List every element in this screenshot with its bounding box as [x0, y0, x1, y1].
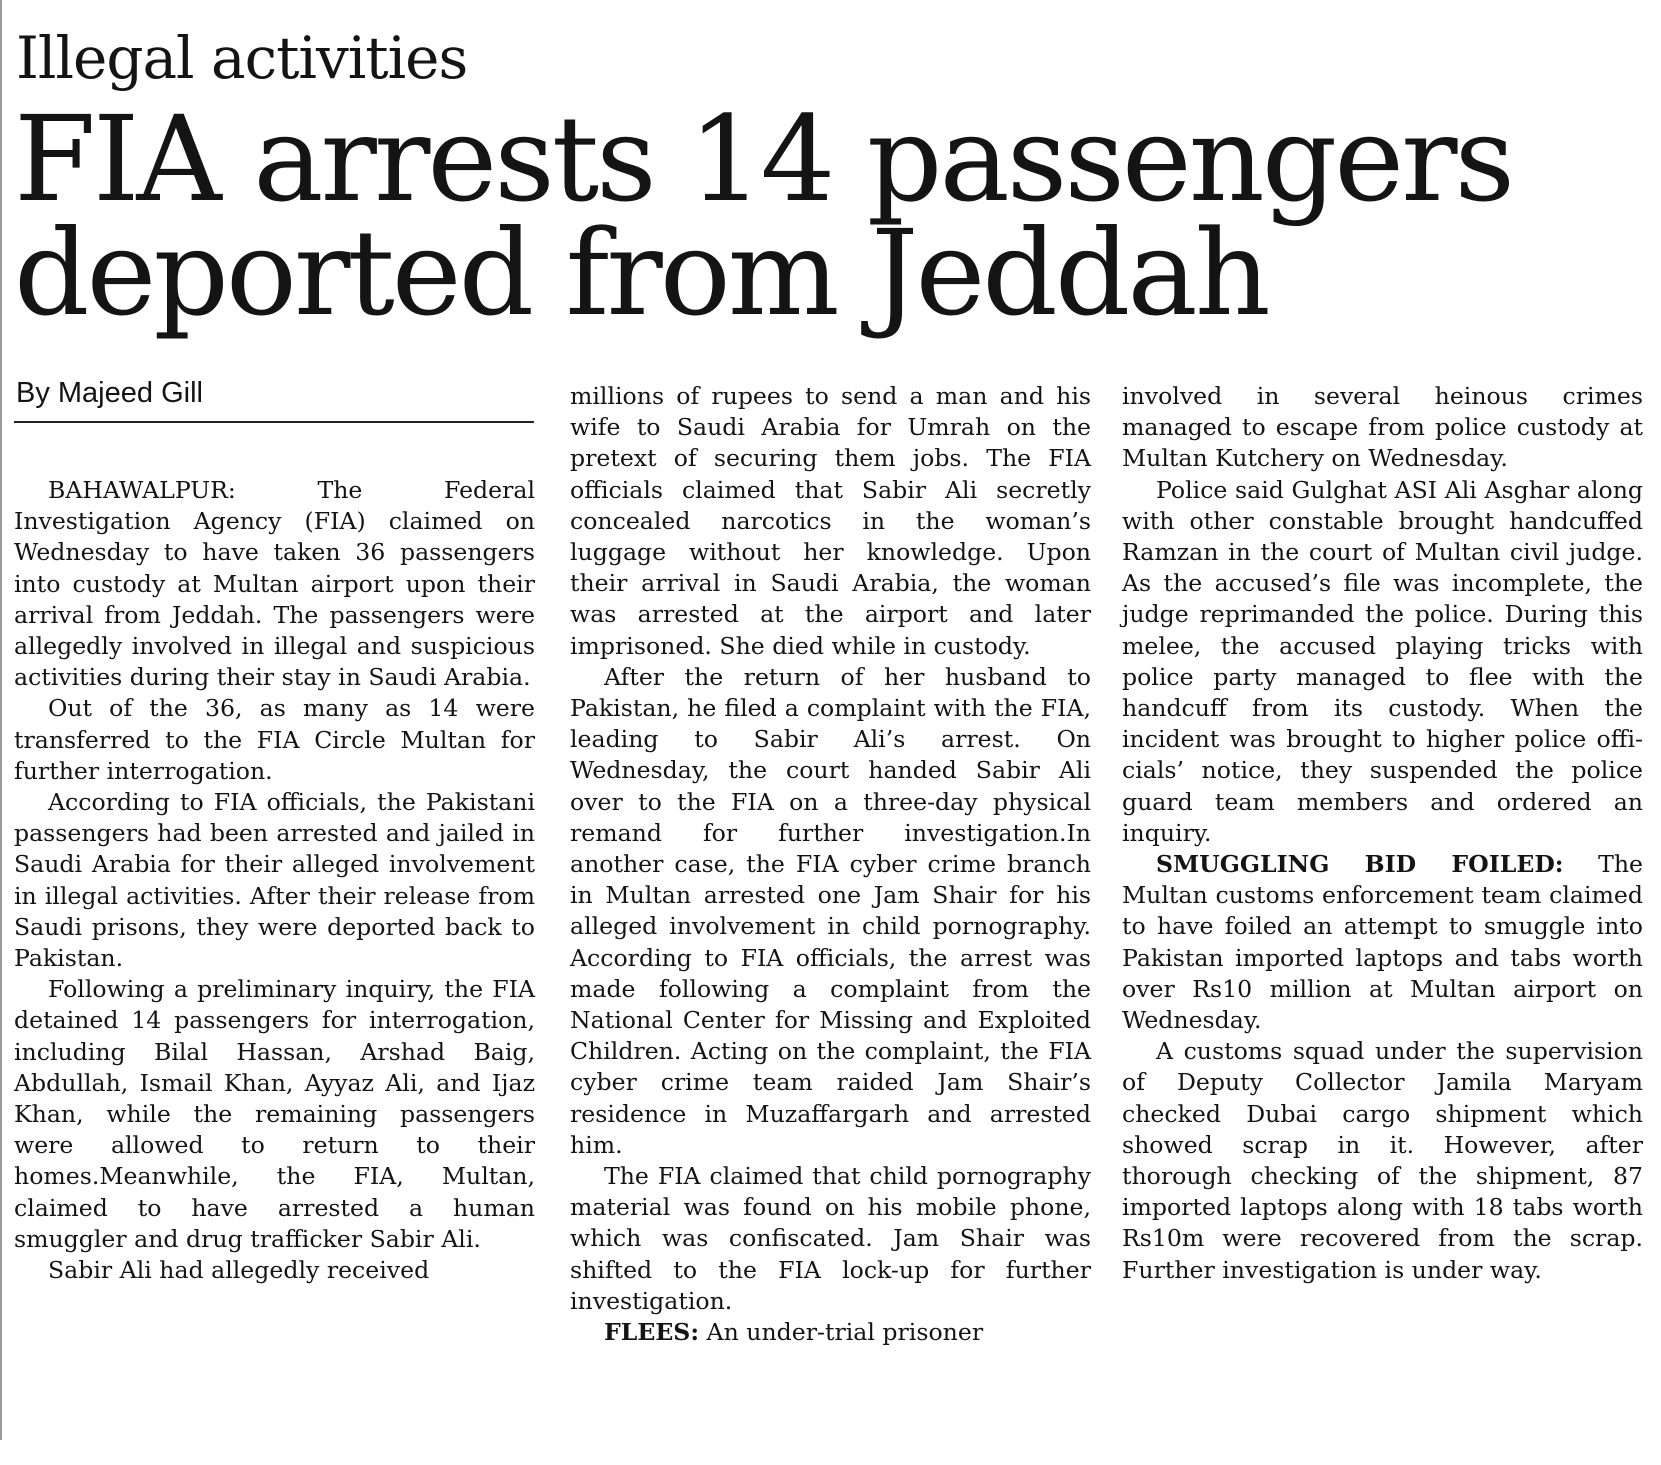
byline-divider [14, 421, 534, 423]
byline: By Majeed Gill [16, 377, 203, 409]
paragraph: Out of the 36, as many as 14 were transferred to the FIA Circle Multan for further interrogation. [14, 694, 535, 785]
paragraph-text: An under-trial prisoner [699, 1318, 984, 1347]
page-left-rule [0, 0, 2, 1440]
paragraph-flees [570, 1317, 1091, 1348]
subhead-smuggling-bid-foiled: SMUGGLING BID FOILED: [1156, 850, 1564, 879]
paragraph: involved in several heinous crimes managed to escape from police custody at Multan Kutchery on Wednesday. [1122, 382, 1643, 473]
headline-line-2: deported from Jeddah [14, 204, 1268, 342]
paragraph: Sabir Ali had allegedly received [48, 1256, 430, 1285]
paragraph: The FIA claimed that child pornography material was found on his mobile phone, which was confiscated. Jam Shair was shifted to the FIA lock-up for further investigation. [570, 1162, 1091, 1315]
headline-line-1: FIA arrests 14 passengers [14, 90, 1513, 228]
paragraph: After the return of her husband to Pakistan, he filed a complaint with the FIA, leading to Sabir Ali’s arrest. On Wednesday, the court handed Sabir Ali over to the FIA on a three-day physical remand for further investigation.In another case, the FIA cyber crime branch in Multan arrested one Jam Shair for his alleged involvement in child pornography. According to FIA officials, the arrest was made following a complaint from the National Center for Missing and Exploited Children. Acting on the complaint, the FIA cyber crime team raided Jam Shair’s residence in Muzaffargarh and arrested him. [570, 662, 1091, 1159]
paragraph: Following a preliminary inquiry, the FIA detained 14 passengers for interrogation, including Bilal Hassan, Arshad Baig, Abdullah, Ismail Khan, Ayyaz Ali, and Ijaz Khan, while the remaining passengers were allowed to return to their homes.Meanwhile, the FIA, Multan, claimed to have arrested a human smuggler and drug trafficker Sabir Ali. [14, 975, 535, 1253]
article-column-3 [1122, 381, 1643, 1445]
subhead-flees: FLEES: [604, 1318, 700, 1347]
article-column-2 [570, 381, 1091, 1445]
paragraph-text: The Multan customs enforcement team claimed to have foiled an attempt to smuggle into Pakistan imported laptops and tabs worth over Rs10 million at Multan airport on Wednesday. [1122, 850, 1643, 1035]
headline [14, 90, 1634, 342]
paragraph: Police said Gulghat ASI Ali Asghar along with other constable brought handcuffed Ramzan in the court of Multan civil judge. As the accused’s file was incomplete, the judge reprimanded the police. During this melee, the accused playing tricks with police party managed to flee with the handcuff from its custody. When the incident was brought to higher police officials’ notice, they suspended the police guard team members and ordered an inquiry. [1122, 475, 1643, 847]
paragraph: According to FIA officials, the Pakistani passengers had been arrested and jailed in Saudi Arabia for their alleged involvement in illegal activities. After their release from Saudi prisons, they were deported back to Pakistan. [14, 788, 535, 973]
paragraph: BAHAWALPUR: The Federal Investigation Agency (FIA) claimed on Wednesday to have taken 36 passengers into custody at Multan airport upon their arrival from Jeddah. The passengers were allegedly involved in illegal and suspicious activities during their stay in Saudi Arabia. [14, 476, 535, 692]
paragraph: millions of rupees to send a man and his wife to Saudi Arabia for Umrah on the pretext of securing them jobs. The FIA officials claimed that Sabir Ali secretly concealed narcotics in the woman’s luggage without her knowledge. Upon their arrival in Saudi Arabia, the woman was arrested at the airport and later imprisoned. She died while in custody. [570, 382, 1091, 660]
paragraph: A customs squad under the supervision of Deputy Collector Jamila Maryam checked Dubai cargo shipment which showed scrap in it. However, after thorough checking of the shipment, 87 imported laptops along with 18 tabs worth Rs10m were recovered from the scrap. Further investigation is under way. [1122, 1037, 1643, 1284]
paragraph-smuggling [1122, 849, 1643, 1036]
article-column-1 [14, 475, 535, 1445]
kicker: Illegal activities [16, 24, 468, 92]
